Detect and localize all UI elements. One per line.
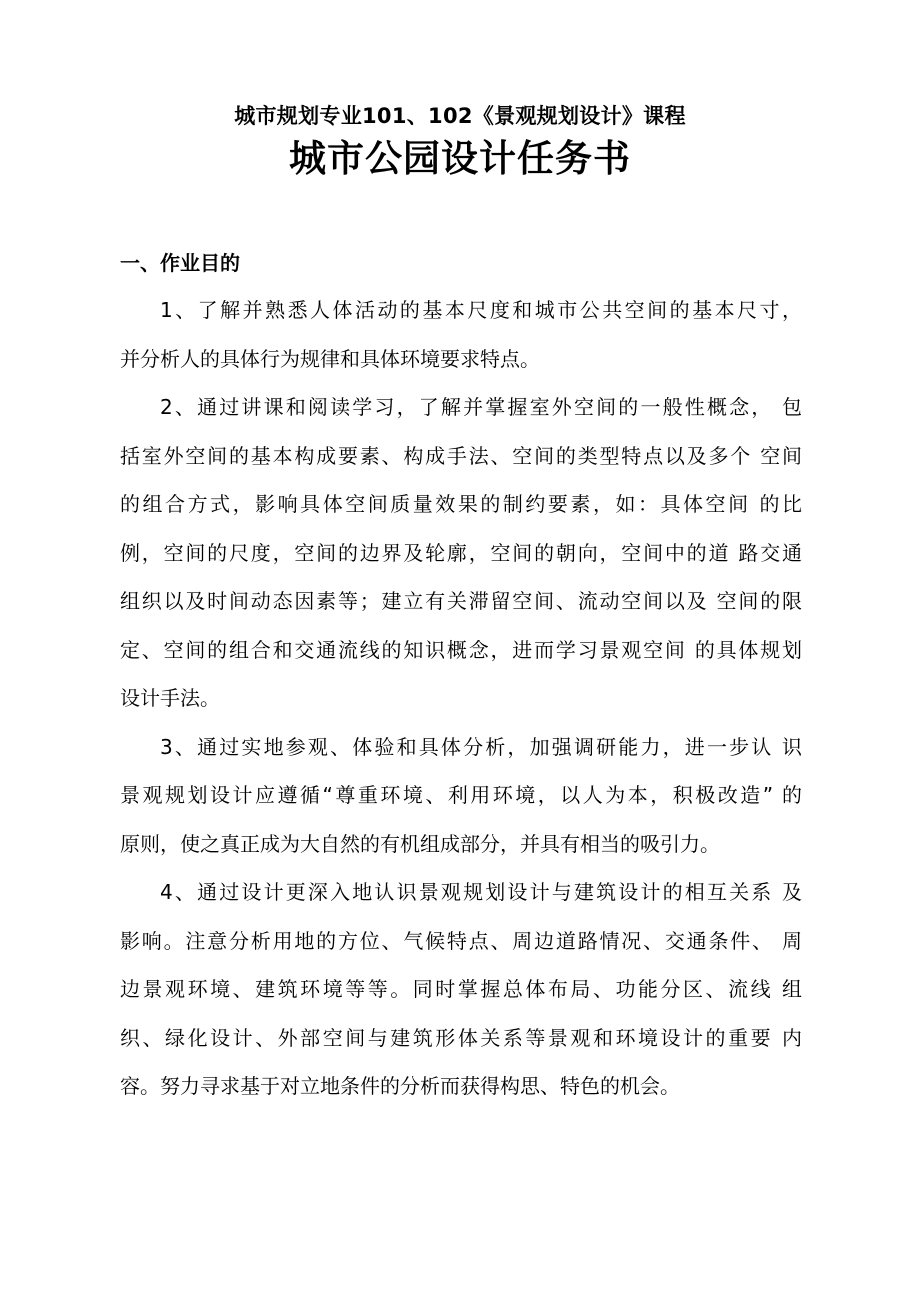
paragraph-line: 4、通过设计更深入地认识景观规划设计与建筑设计的相互关系 及 <box>160 880 802 904</box>
paragraph-line: 织、绿化设计、外部空间与建筑形体关系等景观和环境设计的重要 内 <box>120 1025 802 1050</box>
paragraph-line: 边景观环境、建筑环境等等。同时掌握总体布局、功能分区、流线 组 <box>120 977 802 1001</box>
paragraph-line: 容。努力寻求基于对立地条件的分析而获得构思、特色的机会。 <box>120 1074 680 1098</box>
paragraph-line: 括室外空间的基本构成要素、构成手法、空间的类型特点以及多个 空间 <box>120 443 802 468</box>
section-body-objectives <box>120 291 802 1116</box>
paragraph-line: 设计手法。 <box>120 686 220 710</box>
paragraph-line: 组织以及时间动态因素等；建立有关滞留空间、流动空间以及 空间的限 <box>120 589 802 613</box>
paragraph-line: 例，空间的尺度，空间的边界及轮廓，空间的朝向，空间中的道 路交通 <box>120 540 802 565</box>
paragraph-line: 3、通过实地参观、体验和具体分析，加强调研能力，进一步认 识 <box>160 734 802 759</box>
paragraph-line: 原则，使之真正成为大自然的有机组成部分，并具有相当的吸引力。 <box>120 831 720 856</box>
paragraph-2 <box>120 388 802 717</box>
paragraph-3 <box>120 728 802 863</box>
paragraph-line: 的组合方式，影响具体空间质量效果的制约要素，如：具体空间 的比 <box>120 492 802 516</box>
section-heading-objectives: 一、作业目的 <box>120 251 240 275</box>
paragraph-line: 1、了解并熟悉人体活动的基本尺度和城市公共空间的基本尺寸， <box>160 298 802 322</box>
document-title: 城市公园设计任务书 <box>289 137 631 180</box>
course-subtitle: 城市规划专业101、102《景观规划设计》课程 <box>234 104 686 128</box>
paragraph-line: 定、空间的组合和交通流线的知识概念，进而学习景观空间 的具体规划 <box>120 637 802 662</box>
paragraph-line: 并分析人的具体行为规律和具体环境要求特点。 <box>120 346 540 371</box>
paragraph-line: 景观规划设计应遵循“尊重环境、利用环境，以人为本，积极改造” 的 <box>120 783 802 807</box>
paragraph-4 <box>120 873 802 1105</box>
paragraph-1 <box>120 291 802 378</box>
paragraph-line: 2、通过讲课和阅读学习，了解并掌握室外空间的一般性概念， 包 <box>160 395 802 419</box>
paragraph-line: 影响。注意分析用地的方位、气候特点、周边道路情况、交通条件、 周 <box>120 928 802 953</box>
